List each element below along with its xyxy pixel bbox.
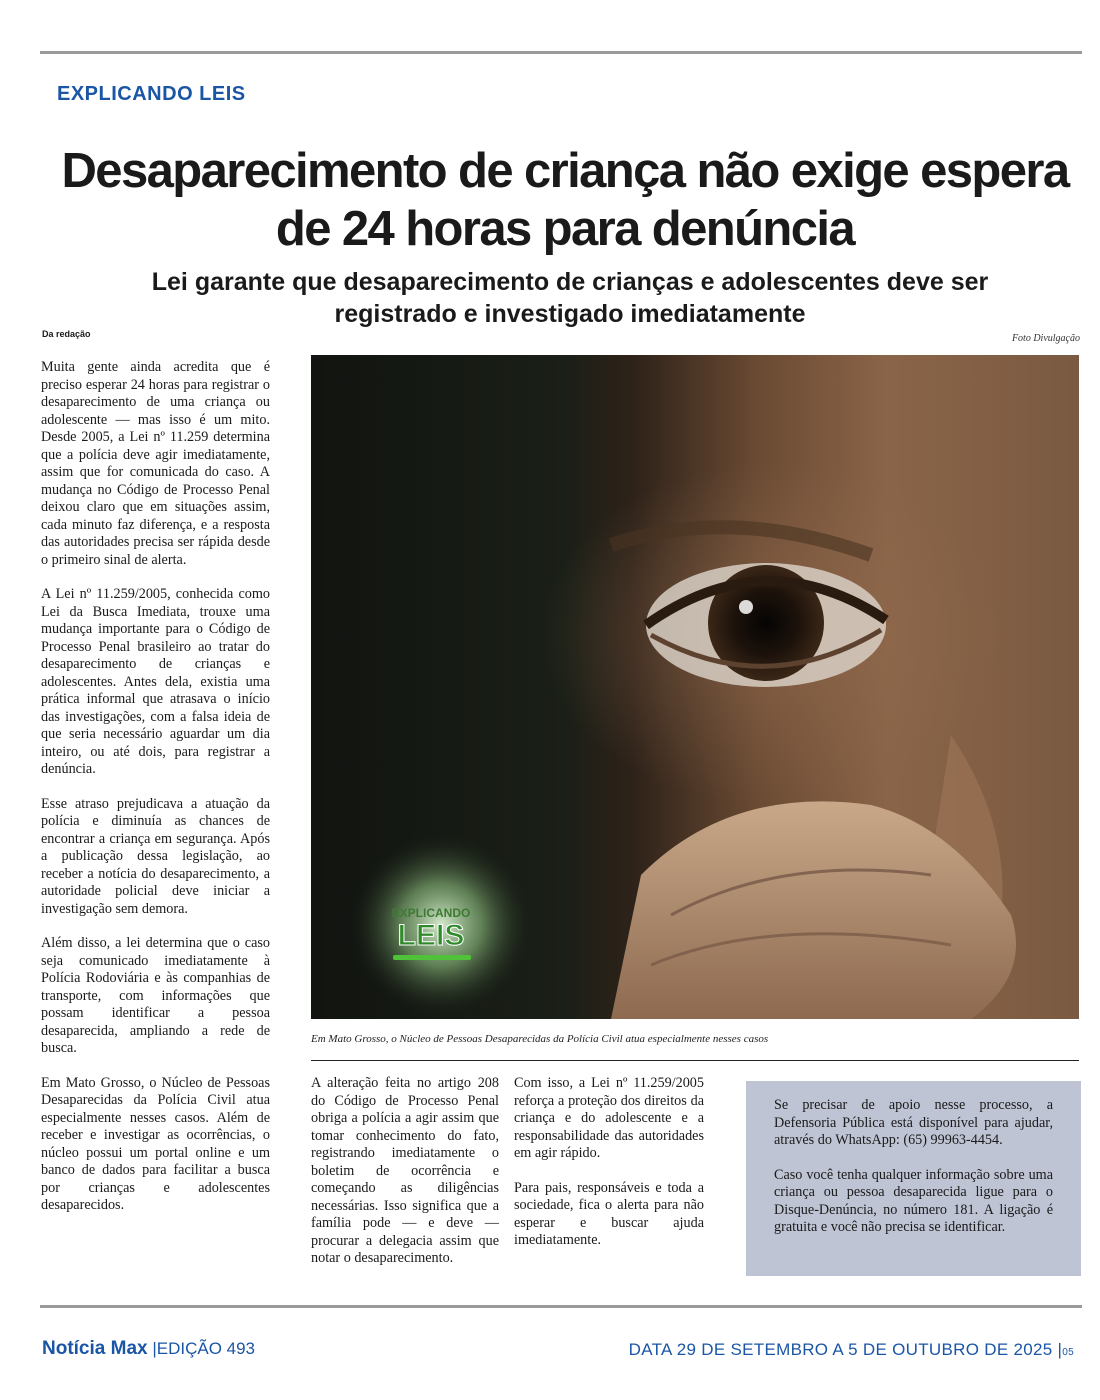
issue-date: DATA 29 DE SETEMBRO A 5 DE OUTUBRO DE 2025 | <box>628 1340 1063 1359</box>
column-middle-2 <box>514 1075 704 1267</box>
photo-illustration <box>311 355 1079 1019</box>
info-box-paragraph: Caso você tenha qualquer informação sobre uma criança ou pessoa desaparecida ligue para o Disque-Denúncia, no número 181. A ligação é gratuita e você não precisa se identificar. <box>774 1166 1053 1235</box>
info-box <box>746 1081 1081 1276</box>
footer-publication <box>42 1338 255 1360</box>
subheadline: Lei garante que desaparecimento de crianças e adolescentes deve ser registrado e investigado imediatamente <box>151 268 989 328</box>
article-photo <box>311 355 1079 1019</box>
footer-date <box>629 1340 1074 1360</box>
photo-caption: Em Mato Grosso, o Núcleo de Pessoas Desaparecidas da Polícia Civil atua especialmente nesses casos <box>311 1033 769 1045</box>
column-left <box>41 359 270 1232</box>
logo-text-large: LEIS <box>397 919 465 952</box>
paragraph: Esse atraso prejudicava a atuação da polícia e diminuía as chances de encontrar a criança em segurança. Após a publicação dessa legislação, ao receber a notícia do desaparecimento, a autoridade policial deve iniciar a investigação sem demora. <box>41 795 270 917</box>
photo-credit: Foto Divulgação <box>1011 333 1080 344</box>
paragraph: A alteração feita no artigo 208 do Código de Processo Penal obriga a polícia a agir assim que tomar conhecimento do fato, registrando imediatamente o boletim de ocorrência e começando as diligências necessárias. Isso significa que a família pode — e deve — procurar a delegacia assim que notar o desaparecimento. <box>311 1075 499 1266</box>
paragraph: A Lei nº 11.259/2005, conhecida como Lei da Busca Imediata, trouxe uma mudança importante para o Código de Processo Penal brasileiro ao tratar do desaparecimento de crianças e adolescentes. Antes dela, existia uma prática informal que atrasava o início das investigações, com a falsa ideia de que seria necessário aguardar um dia inteiro, ou até dois, para registrar a denúncia. <box>41 586 270 777</box>
top-rule <box>40 51 1082 54</box>
paragraph: Além disso, a lei determina que o caso seja comunicado imediatamente à Polícia Rodoviária e às companhias de transporte, com informações que possam identificar a pessoa desaparecida, ampliando a rede de busca. <box>41 935 270 1056</box>
edition-number: |EDIÇÃO 493 <box>152 1339 256 1358</box>
paragraph: Com isso, a Lei nº 11.259/2005 reforça a proteção dos direitos da criança e do adolescente e a responsabilidade das autoridades em agir rápido. <box>514 1075 704 1161</box>
section-label: EXPLICANDO LEIS <box>57 83 246 105</box>
headline: Desaparecimento de criança não exige espera de 24 horas para denúncia <box>61 144 1069 256</box>
column-middle-1 <box>311 1075 499 1285</box>
caption-rule <box>311 1060 1079 1061</box>
byline: Da redação <box>42 329 91 339</box>
publication-name: Notícia Max <box>42 1338 148 1359</box>
paragraph: Em Mato Grosso, o Núcleo de Pessoas Desaparecidas da Polícia Civil atua especialmente nesses casos. Além de receber e investigar as ocorrências, o núcleo possui um portal online e um banco de dados para facilitar a busca por crianças e adolescentes desaparecidos. <box>41 1074 270 1213</box>
paragraph: Para pais, responsáveis e toda a sociedade, fica o alerta para não esperar e buscar ajuda imediatamente. <box>514 1179 704 1248</box>
paragraph: Muita gente ainda acredita que é preciso esperar 24 horas para registrar o desaparecimento de uma criança ou adolescente — mas isso é um mito. Desde 2005, a Lei nº 11.259 determina que a polícia deve agir imediatamente, assim que for comunicada do caso. A mudança no Código de Processo Penal deixou claro que em situações assim, cada minuto faz diferença, e a resposta das autoridades precisa ser rápida desde o primeiro sinal de alerta. <box>41 359 270 568</box>
logo-text-small: EXPLICANDO <box>391 906 471 920</box>
bottom-rule <box>40 1305 1082 1308</box>
page-number: 05 <box>1062 1347 1074 1358</box>
info-box-paragraph: Se precisar de apoio nesse processo, a Defensoria Pública está disponível para ajudar, através do WhatsApp: (65) 99963-4454. <box>774 1097 1053 1148</box>
